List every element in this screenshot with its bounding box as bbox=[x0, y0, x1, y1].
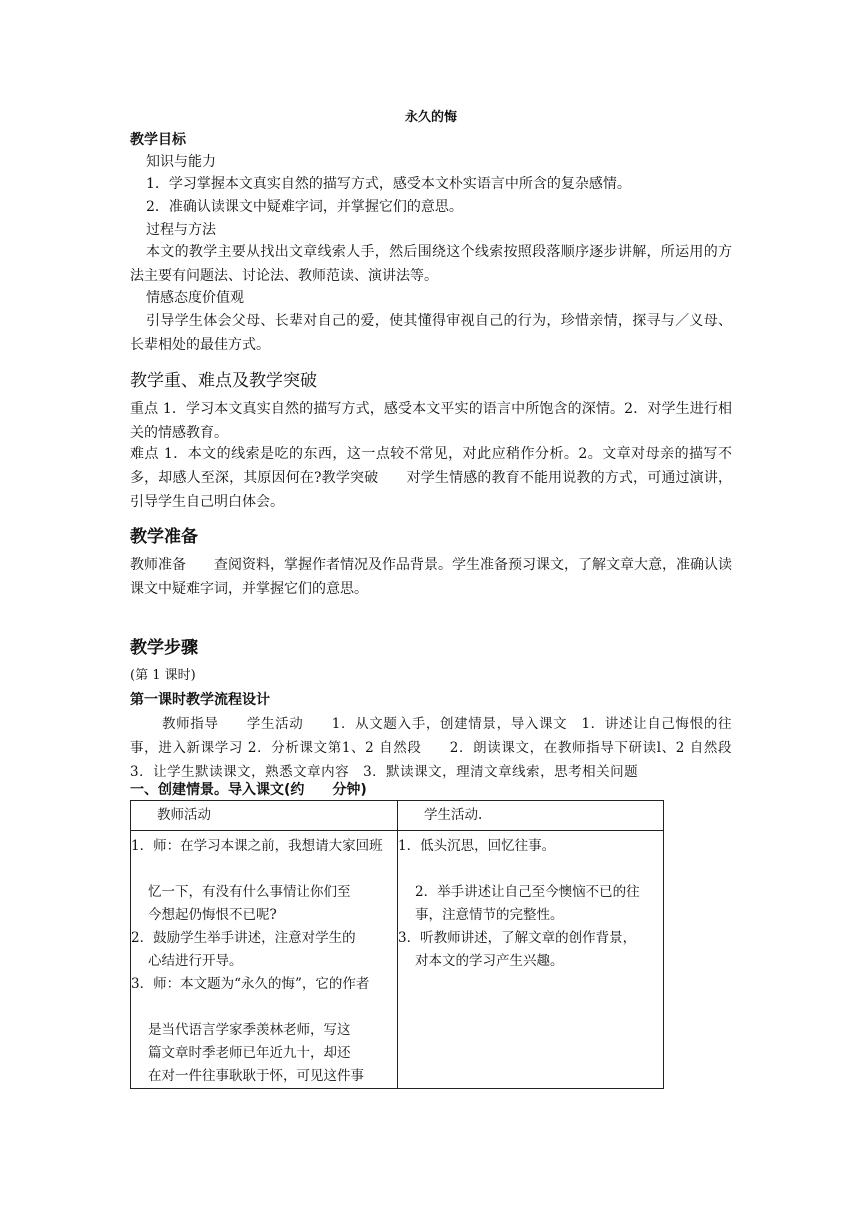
student-line-5: 对本文的学习产生兴趣。 bbox=[415, 953, 564, 969]
preparation-text: 教师准备 查阅资料，掌握作者情况及作品背景。学生准备预习课文，了解文章大意，准确认读课文中疑难字词，并掌握它们的意思。 bbox=[130, 557, 732, 597]
student-header-cell bbox=[398, 801, 664, 831]
process-heading: 过程与方法 bbox=[146, 222, 216, 238]
teacher-line-8: 篇文章时季老师已年近九十，却还 bbox=[148, 1045, 351, 1061]
student-line-1: 1．低头沉思，回忆往事。 bbox=[398, 838, 556, 854]
student-header: 学生活动. bbox=[424, 807, 483, 823]
student-line-2: 2．举手讲述让自己至今懊恼不已的往 bbox=[415, 884, 640, 900]
steps-heading: 教学步骤 bbox=[130, 638, 198, 658]
teacher-line-5: 心结进行开导。 bbox=[148, 953, 243, 969]
goals-heading: 教学目标 bbox=[130, 132, 186, 148]
knowledge-item-1: 1．学习掌握本文真实自然的描写方式，感受本文朴实语言中所含的复杂感情。 bbox=[146, 176, 631, 192]
knowledge-heading: 知识与能力 bbox=[146, 154, 216, 170]
difficulty-text: 难点 1．本文的线索是吃的东西，这一点较不常见，对此应稍作分析。2。文章对母亲的描写不多，却感人至深，其原因何在?教学突破 对学生情感的教育不能用说教的方式，可通过演讲，引导学生自己明白体会。 bbox=[130, 446, 732, 510]
teacher-line-9: 在对一件往事耿耿于怀，可见这件事 bbox=[148, 1068, 364, 1084]
teacher-line-1: 1．师：在学习本课之前，我想请大家回班 bbox=[131, 838, 383, 854]
preparation-heading: 教学准备 bbox=[130, 527, 198, 547]
flow-text: 教师指导 学生活动 1．从文题入手，创建情景，导入课文 1．讲述让自己悔恨的往事，进入新课学习 2．分析课文第1、2 自然段 2．朗读课文，在教师指导下研读l、2 自然段 3．让学生默读课文，熟悉文章内容 3．默读课文，理清文章线索，思考相关问题 bbox=[130, 716, 732, 780]
section-heading: 一、创建情景。导入课文(约 分钟) bbox=[130, 782, 367, 798]
lesson-label: (第 1 课时) bbox=[130, 668, 196, 683]
student-line-3: 事，注意情节的完整性。 bbox=[415, 907, 564, 923]
student-activity-cell bbox=[398, 831, 664, 1089]
teacher-line-6: 3．师：本文题为“永久的悔”，它的作者 bbox=[131, 976, 370, 992]
activity-table bbox=[130, 800, 664, 1089]
flow-heading: 第一课时教学流程设计 bbox=[130, 692, 270, 708]
teacher-line-7: 是当代语言学家季羡林老师，写这 bbox=[148, 1022, 351, 1038]
focus-text: 重点 1．学习本文真实自然的描写方式，感受本文平实的语言中所饱含的深情。2．对学生进行相关的情感教育。 bbox=[130, 401, 732, 441]
key-points-heading: 教学重、难点及教学突破 bbox=[130, 371, 317, 391]
knowledge-item-2: 2．准确认读课文中疑难字词，并掌握它们的意思。 bbox=[146, 199, 463, 215]
teacher-header: 教师活动 bbox=[157, 807, 211, 823]
teacher-activity-cell bbox=[131, 831, 398, 1089]
teacher-line-3: 今想起仍悔恨不已呢? bbox=[148, 907, 277, 923]
teacher-header-cell bbox=[131, 801, 398, 831]
emotion-text: 引导学生体会父母、长辈对自己的爱，使其懂得审视自己的行为，珍惜亲情，探寻与／义母、长辈相处的最佳方式。 bbox=[130, 313, 732, 353]
student-line-4: 3．听教师讲述，了解文章的创作背景， bbox=[398, 930, 637, 946]
emotion-heading: 情感态度价值观 bbox=[146, 290, 244, 306]
document-title: 永久的悔 bbox=[404, 110, 457, 125]
process-text: 本文的教学主要从找出文章线索人手，然后围绕这个线索按照段落顺序逐步讲解，所运用的方法主要有问题法、讨论法、教师范读、演讲法等。 bbox=[130, 244, 732, 284]
teacher-line-2: 忆一下，有没有什么事情让你们至 bbox=[148, 884, 351, 900]
teacher-line-4: 2．鼓励学生举手讲述，注意对学生的 bbox=[131, 930, 356, 946]
